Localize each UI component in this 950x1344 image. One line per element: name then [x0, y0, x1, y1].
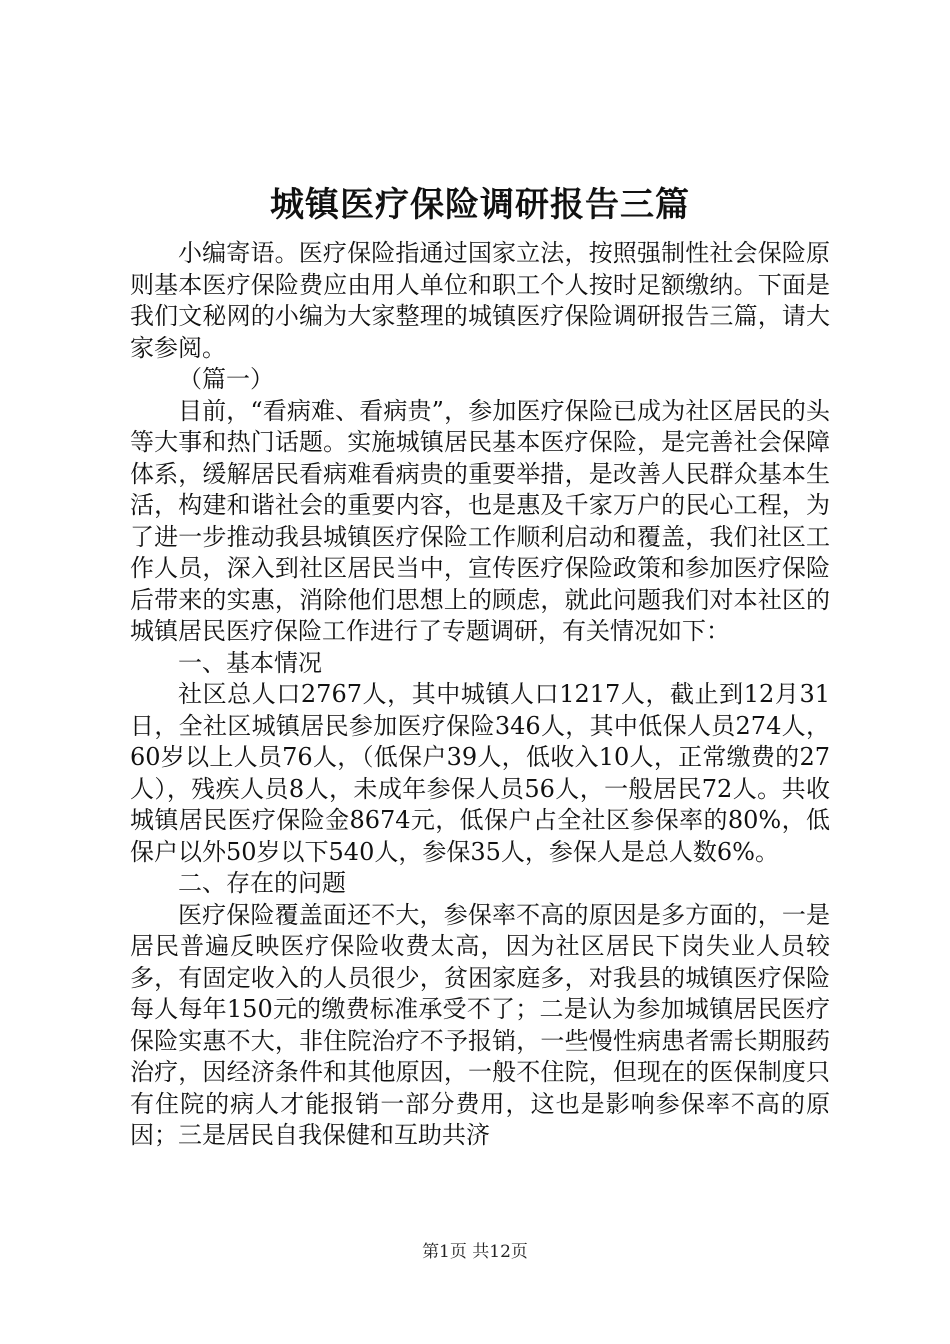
- document-title: 城镇医疗保险调研报告三篇: [270, 185, 690, 225]
- paragraph-intro: 小编寄语。医疗保险指通过国家立法，按照强制性社会保险原则基本医疗保险费应由用人单位和职工个人按时足额缴纳。下面是我们文秘网的小编为大家整理的城镇医疗保险调研报告三篇，请大家参阅。: [130, 239, 830, 362]
- paragraph-background: 目前，“看病难、看病贵”，参加医疗保险已成为社区居民的头等大事和热门话题。实施城镇居民基本医疗保险，是完善社会保障体系，缓解居民看病难看病贵的重要举措，是改善人民群众基本生活，构建和谐社会的重要内容，也是惠及千家万户的民心工程，为了进一步推动我县城镇医疗保险工作顺利启动和覆盖，我们社区工作人员，深入到社区居民当中，宣传医疗保险政策和参加医疗保险后带来的实惠，消除他们思想上的顾虑，就此问题我们对本社区的城镇居民医疗保险工作进行了专题调研，有关情况如下：: [130, 396, 830, 645]
- section-heading-basic-situation: 一、基本情况: [178, 648, 322, 677]
- section-heading-problems: 二、存在的问题: [178, 869, 346, 897]
- document-body: [130, 238, 830, 1236]
- section-heading-part-one: （篇一）: [178, 365, 274, 393]
- paragraph-statistics: 社区总人口2767人，其中城镇人口1217人，截止到12月31日，全社区城镇居民参加医疗保险346人，其中低保人员274人，60岁以上人员76人，（低保户39人，低收入10人，正常缴费的27人），残疾人员8人，未成年参保人员56人，一般居民72人。共收城镇居民医疗保险金8674元，低保户占全社区参保率的80%，低保户以外50岁以下540人，参保35人，参保人是总人数6%。: [130, 680, 830, 866]
- paragraph-problems: 医疗保险覆盖面还不大，参保率不高的原因是多方面的，一是居民普遍反映医疗保险收费太高，因为社区居民下岗失业人员较多，有固定收入的人员很少，贫困家庭多，对我县的城镇医疗保险每人每年150元的缴费标准承受不了；二是认为参加城镇居民医疗保险实惠不大，非住院治疗不予报销，一些慢性病患者需长期服药治疗，因经济条件和其他原因，一般不住院，但现在的医保制度只有住院的病人才能报销一部分费用，这也是影响参保率不高的原因；三是居民自我保健和互助共济: [130, 900, 830, 1149]
- page-footer: 第1页 共12页: [422, 1242, 528, 1262]
- document-page: [130, 180, 830, 1236]
